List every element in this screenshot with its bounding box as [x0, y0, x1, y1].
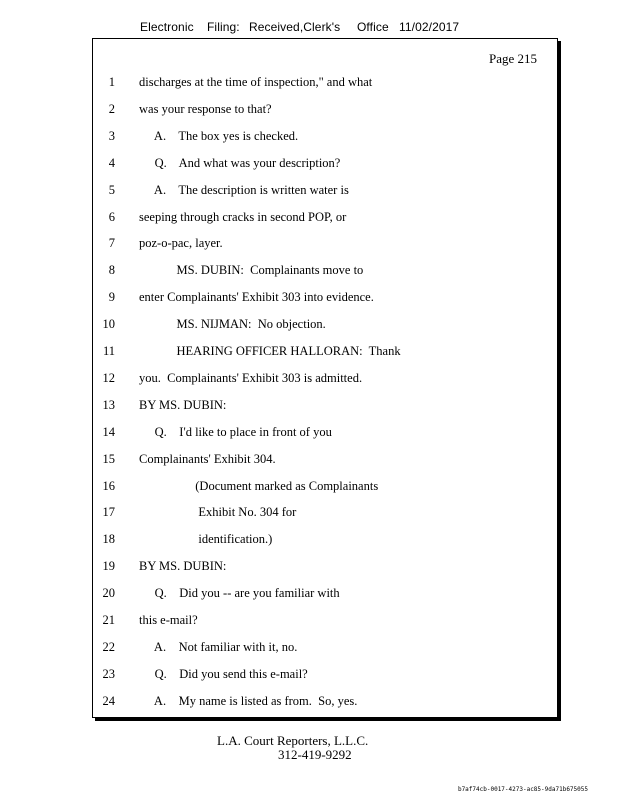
transcript-line: [93, 207, 557, 227]
transcript-line: [93, 99, 557, 119]
line-number: 22: [102, 639, 115, 654]
header-date: 11/02/2017: [399, 20, 460, 34]
line-number: 13: [102, 397, 115, 412]
line-text: identification.): [139, 532, 273, 547]
transcript-line: [93, 126, 557, 146]
line-text: BY MS. DUBIN:: [139, 559, 227, 574]
transcript-line: [93, 556, 557, 576]
transcript-line: [93, 691, 557, 711]
line-text: Q. I'd like to place in front of you: [139, 424, 332, 439]
line-text: poz-o-pac, layer.: [139, 236, 223, 251]
transcript-line: [93, 449, 557, 469]
transcript-page: [92, 38, 558, 718]
header-received: Received,Clerk's: [249, 20, 341, 34]
line-number: 16: [102, 478, 115, 493]
line-number: 21: [102, 613, 115, 627]
transcript-line: [93, 583, 557, 603]
transcript-line: [93, 422, 557, 442]
line-number: 7: [108, 236, 115, 251]
line-text: seeping through cracks in second POP, or: [139, 209, 347, 224]
line-text: A. Not familiar with it, no.: [139, 639, 298, 654]
transcript-line: [93, 395, 557, 415]
line-text: was your response to that?: [139, 101, 272, 116]
line-number: 9: [108, 290, 115, 305]
document-hash: b7af74cb-0017-4273-ac85-9da71b675055: [457, 786, 588, 793]
transcript-lines: [93, 39, 557, 717]
line-text: MS. NIJMAN: No objection.: [139, 317, 326, 332]
footer-phone: 312-419-9292: [278, 747, 352, 762]
line-text: BY MS. DUBIN:: [139, 397, 227, 412]
line-number: 10: [102, 317, 115, 332]
line-number: 15: [102, 451, 115, 466]
line-text: this e-mail?: [139, 613, 198, 627]
line-number: 8: [108, 263, 115, 278]
line-number: 19: [102, 559, 115, 574]
transcript-line: [93, 529, 557, 549]
header-electronic: Electronic: [140, 20, 194, 34]
line-number: 11: [102, 344, 115, 358]
line-number: 14: [102, 424, 115, 439]
line-number: 18: [102, 532, 115, 547]
line-text: Complainants' Exhibit 304.: [139, 451, 276, 466]
line-text: A. The description is written water is: [139, 182, 349, 197]
line-number: 1: [108, 75, 115, 89]
header-filing: Filing:: [207, 20, 240, 34]
transcript-line: [93, 287, 557, 307]
transcript-line: [93, 637, 557, 657]
line-text: HEARING OFFICER HALLORAN: Thank: [139, 344, 401, 358]
transcript-line: [93, 260, 557, 280]
transcript-line: [93, 153, 557, 173]
line-text: Exhibit No. 304 for: [139, 505, 297, 520]
transcript-line: [93, 341, 557, 361]
transcript-line: [93, 502, 557, 522]
line-text: Q. Did you -- are you familiar with: [139, 586, 340, 601]
transcript-line: [93, 610, 557, 630]
line-text: MS. DUBIN: Complainants move to: [139, 263, 364, 278]
line-number: 3: [108, 128, 115, 143]
line-number: 23: [102, 666, 115, 681]
line-text: Q. And what was your description?: [139, 155, 341, 170]
line-text: A. My name is listed as from. So, yes.: [139, 693, 358, 708]
line-text: (Document marked as Complainants: [139, 478, 379, 493]
line-number: 2: [108, 101, 115, 116]
transcript-line: [93, 368, 557, 388]
line-number: 24: [102, 693, 115, 708]
line-number: 12: [102, 370, 115, 385]
line-text: enter Complainants' Exhibit 303 into evidence.: [139, 290, 374, 305]
line-text: you. Complainants' Exhibit 303 is admitted.: [139, 370, 363, 385]
line-number: 17: [102, 505, 115, 520]
footer-company: L.A. Court Reporters, L.L.C.: [217, 733, 369, 748]
header-office: Office: [357, 20, 389, 34]
line-number: 4: [108, 155, 115, 170]
line-text: A. The box yes is checked.: [139, 128, 299, 143]
line-number: 6: [108, 209, 115, 224]
line-text: discharges at the time of inspection," and what: [139, 75, 373, 89]
transcript-line: [93, 72, 557, 92]
transcript-line: [93, 180, 557, 200]
transcript-line: [93, 233, 557, 253]
transcript-line: [93, 664, 557, 684]
transcript-line: [93, 314, 557, 334]
line-text: Q. Did you send this e-mail?: [139, 666, 308, 681]
line-number: 20: [102, 586, 115, 601]
transcript-line: [93, 476, 557, 496]
page-number: Page 215: [488, 51, 537, 66]
line-number: 5: [108, 182, 115, 197]
